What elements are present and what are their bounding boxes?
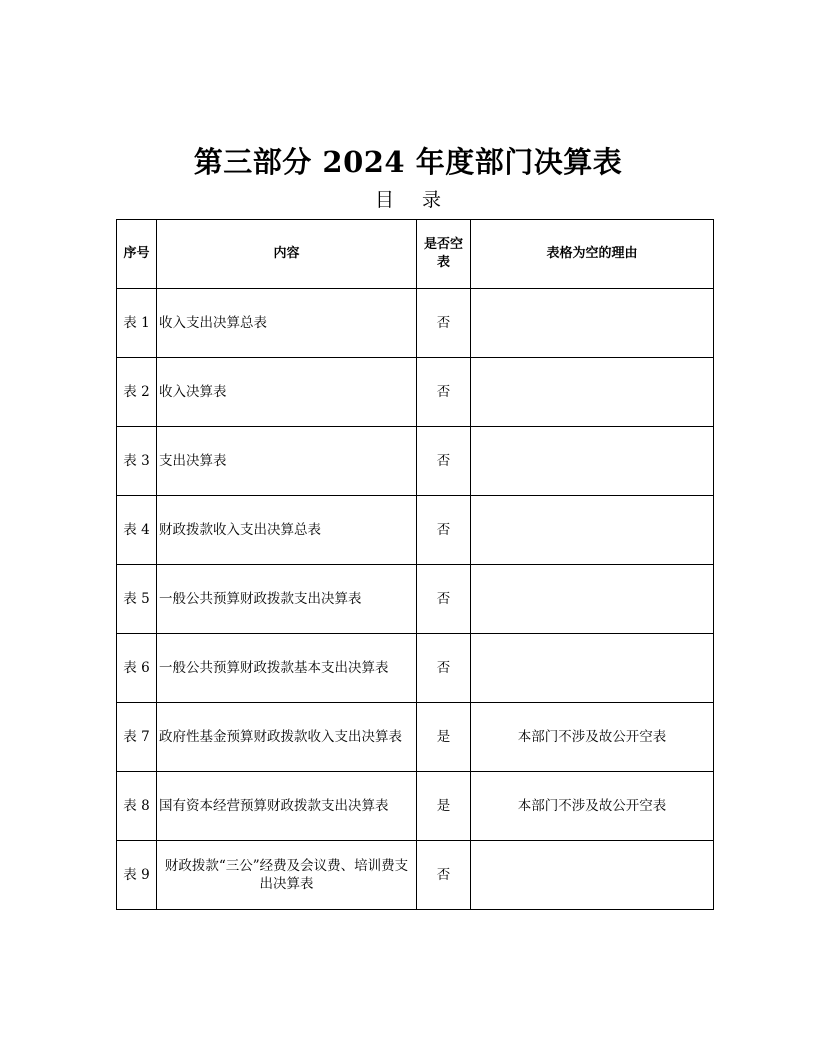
row-seq: 表 6 <box>117 634 157 703</box>
header-seq: 序号 <box>117 220 157 289</box>
table-row <box>117 496 714 565</box>
row-is-empty: 否 <box>417 496 471 565</box>
table-row <box>117 772 714 841</box>
row-content: 支出决算表 <box>157 427 417 496</box>
catalog-subtitle: 目录 <box>374 189 469 211</box>
row-seq: 表 5 <box>117 565 157 634</box>
catalog-table <box>116 219 714 910</box>
row-reason <box>471 565 714 634</box>
row-is-empty: 否 <box>417 358 471 427</box>
row-reason <box>471 358 714 427</box>
table-row <box>117 634 714 703</box>
row-is-empty: 是 <box>417 772 471 841</box>
row-seq: 表 9 <box>117 841 157 910</box>
row-reason <box>471 496 714 565</box>
header-is-empty: 是否空表 <box>417 220 471 289</box>
row-reason <box>471 289 714 358</box>
table-row <box>117 841 714 910</box>
row-content: 财政拨款“三公”经费及会议费、培训费支出决算表 <box>157 841 417 910</box>
row-is-empty: 否 <box>417 427 471 496</box>
row-is-empty: 是 <box>417 703 471 772</box>
page-title: 第三部分 2024 年度部门决算表 <box>193 145 623 179</box>
row-is-empty: 否 <box>417 565 471 634</box>
row-seq: 表 4 <box>117 496 157 565</box>
row-reason <box>471 841 714 910</box>
row-reason <box>471 634 714 703</box>
row-content: 一般公共预算财政拨款基本支出决算表 <box>157 634 417 703</box>
row-seq: 表 1 <box>117 289 157 358</box>
table-header-row <box>117 220 714 289</box>
row-content: 一般公共预算财政拨款支出决算表 <box>157 565 417 634</box>
row-content: 收入支出决算总表 <box>157 289 417 358</box>
row-reason: 本部门不涉及故公开空表 <box>471 772 714 841</box>
table-row <box>117 427 714 496</box>
table-row <box>117 289 714 358</box>
table-row <box>117 565 714 634</box>
row-content: 财政拨款收入支出决算总表 <box>157 496 417 565</box>
row-reason <box>471 427 714 496</box>
header-reason: 表格为空的理由 <box>471 220 714 289</box>
table-row <box>117 358 714 427</box>
row-seq: 表 2 <box>117 358 157 427</box>
row-is-empty: 否 <box>417 634 471 703</box>
row-content: 政府性基金预算财政拨款收入支出决算表 <box>157 703 417 772</box>
row-seq: 表 3 <box>117 427 157 496</box>
row-is-empty: 否 <box>417 841 471 910</box>
row-is-empty: 否 <box>417 289 471 358</box>
row-reason: 本部门不涉及故公开空表 <box>471 703 714 772</box>
row-content: 收入决算表 <box>157 358 417 427</box>
row-seq: 表 7 <box>117 703 157 772</box>
header-content: 内容 <box>157 220 417 289</box>
row-content: 国有资本经营预算财政拨款支出决算表 <box>157 772 417 841</box>
table-row <box>117 703 714 772</box>
row-seq: 表 8 <box>117 772 157 841</box>
